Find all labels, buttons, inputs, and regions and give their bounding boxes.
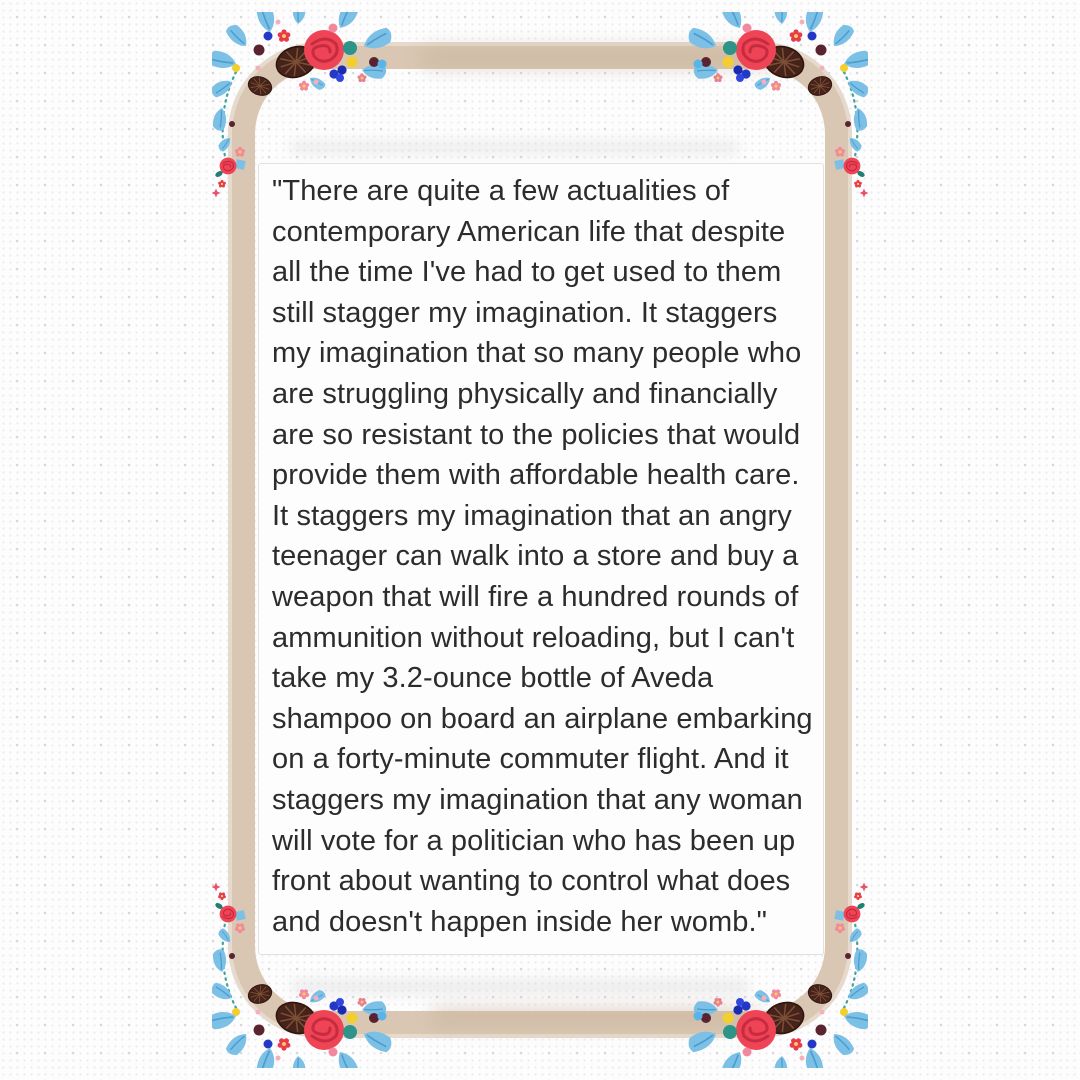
quote-panel	[258, 163, 824, 955]
floral-corner-bottom-left-icon	[212, 878, 422, 1068]
floral-corner-top-left-icon	[212, 12, 422, 202]
quote-text: "There are quite a few actualities of contemporary American life that despite all the time I've had to get used to them still stagger my imagination. It staggers my imagination that so many people who are struggling physically and financially are so resistant to the policies that would provide them with affordable health care. It staggers my imagination that an angry teenager can walk into a store and buy a weapon that will fire a hundred rounds of ammunition without reloading, but I can't take my 3.2-ounce bottle of Aveda shampoo on board an airplane embarking on a forty-minute commuter flight. And it staggers my imagination that any woman will vote for a politician who has been up front about wanting to control what does and doesn't happen inside her womb."	[272, 175, 813, 938]
floral-corner-bottom-right-icon	[658, 878, 868, 1068]
floral-corner-top-right-icon	[658, 12, 868, 202]
